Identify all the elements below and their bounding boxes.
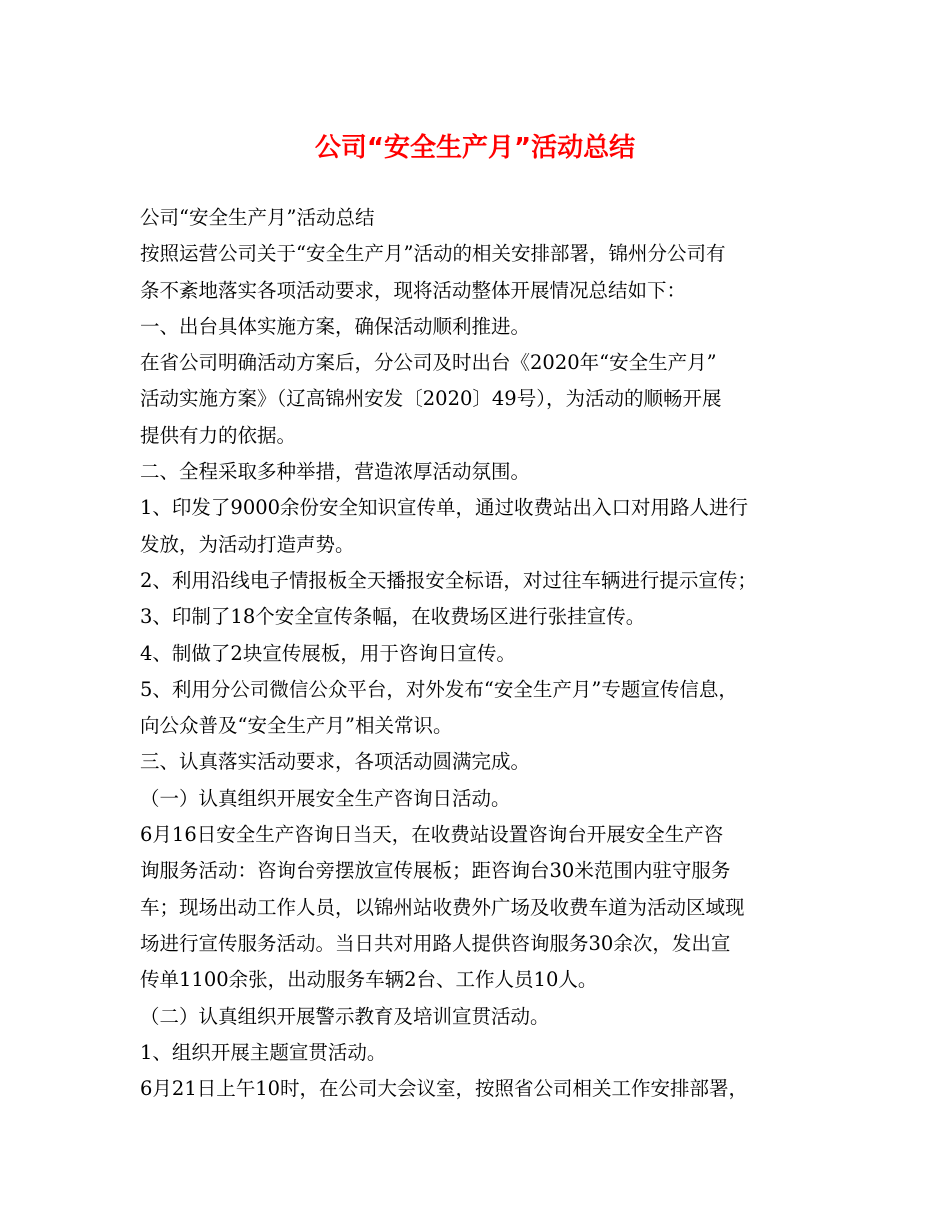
body-line-10: 发放，为活动打造声势。 bbox=[140, 532, 355, 556]
body-line-22: 传单1100余张，出动服务车辆2台、工作人员10人。 bbox=[140, 968, 598, 992]
body-line-14: 5、利用分公司微信公众平台，对外发布“安全生产月”专题宣传信息， bbox=[140, 677, 738, 701]
body-line-11: 2、利用沿线电子情报板全天播报安全标语，对过往车辆进行提示宣传； bbox=[140, 568, 757, 592]
body-line-18: 6月16日安全生产咨询日当天，在收费站设置咨询台开展安全生产咨 bbox=[140, 823, 724, 847]
body-line-25: 6月21日上午10时，在公司大会议室，按照省公司相关工作安排部署， bbox=[140, 1077, 749, 1101]
body-line-21: 场进行宣传服务活动。当日共对用路人提供咨询服务30余次，发出宣 bbox=[140, 931, 731, 955]
body-line-13: 4、制做了2块宣传展板，用于咨询日宣传。 bbox=[140, 641, 516, 665]
body-line-9: 1、印发了9000余份安全知识宣传单，通过收费站出入口对用路人进行 bbox=[140, 496, 749, 520]
body-line-2: 按照运营公司关于“安全生产月”活动的相关安排部署，锦州分公司有 bbox=[140, 242, 726, 266]
section-heading-2: 二、全程采取多种举措，营造浓厚活动氛围。 bbox=[140, 460, 531, 484]
section-heading-1: 一、出台具体实施方案，确保活动顺利推进。 bbox=[140, 314, 531, 338]
document-body bbox=[140, 200, 830, 1107]
body-line-20: 车；现场出动工作人员，以锦州站收费外广场及收费车道为活动区域现 bbox=[140, 895, 745, 919]
body-line-24: 1、组织开展主题宣贯活动。 bbox=[140, 1040, 387, 1064]
subsection-heading-2: （二）认真组织开展警示教育及培训宣贯活动。 bbox=[140, 1004, 550, 1028]
subsection-heading-1: （一）认真组织开展安全生产咨询日活动。 bbox=[140, 786, 511, 810]
body-line-1: 公司“安全生产月”活动总结 bbox=[140, 206, 375, 229]
body-line-7: 提供有力的依据。 bbox=[140, 423, 297, 447]
body-line-15: 向公众普及“安全生产月”相关常识。 bbox=[140, 714, 453, 738]
body-line-3: 条不紊地落实各项活动要求，现将活动整体开展情况总结如下： bbox=[140, 278, 687, 302]
body-line-19: 询服务活动：咨询台旁摆放宣传展板；距咨询台30米范围内驻守服务 bbox=[140, 859, 731, 883]
body-line-12: 3、印制了18个安全宣传条幅，在收费场区进行张挂宣传。 bbox=[140, 605, 646, 629]
body-line-6: 活动实施方案》（辽高锦州安发〔2020〕49号），为活动的顺畅开展 bbox=[140, 387, 722, 411]
document-title: 公司“安全生产月”活动总结 bbox=[314, 133, 636, 163]
section-heading-3: 三、认真落实活动要求，各项活动圆满完成。 bbox=[140, 750, 531, 774]
body-line-5: 在省公司明确活动方案后，分公司及时出台《2020年“安全生产月” bbox=[140, 351, 717, 375]
